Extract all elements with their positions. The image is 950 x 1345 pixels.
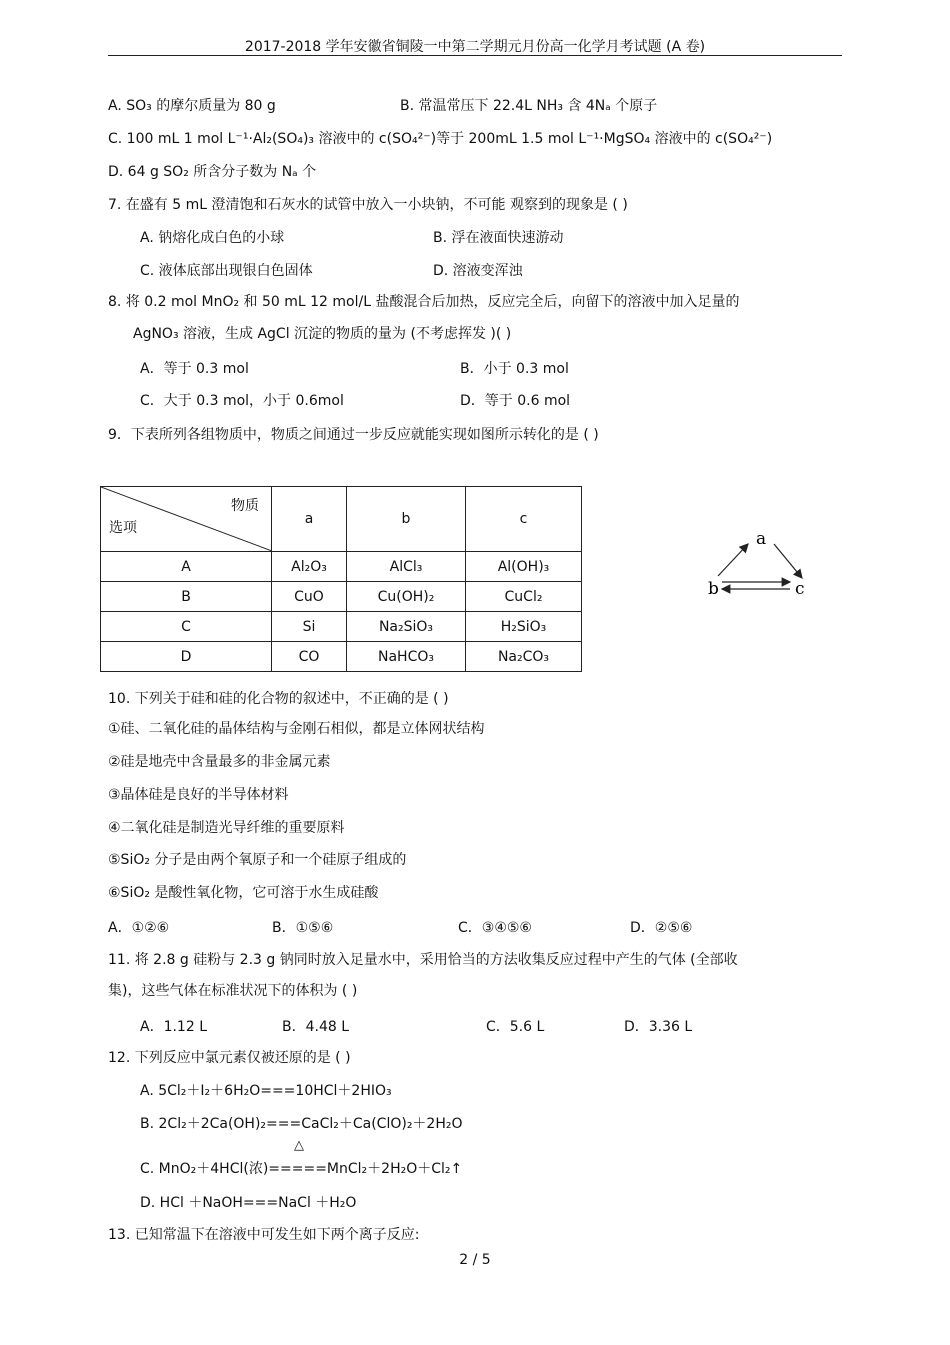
q12-option-c: C. MnO₂＋4HCl(浓)=====MnCl₂＋2H₂O＋Cl₂↑: [140, 1161, 463, 1177]
table-row: [101, 642, 582, 672]
q7-option-b: B. 浮在液面快速游动: [433, 230, 564, 246]
cell-c: H₂SiO₃: [466, 612, 582, 642]
q10-item-5: ⑤SiO₂ 分子是由两个氧原子和一个硅原子组成的: [108, 852, 407, 868]
q8-stem-line1: 8. 将 0.2 mol MnO₂ 和 50 mL 12 mol/L 盐酸混合后加热，反应完全后，向留下的溶液中加入足量的: [108, 294, 740, 310]
q10-item-3: ③晶体硅是良好的半导体材料: [108, 787, 289, 803]
q6-option-c: C. 100 mL 1 mol L⁻¹·Al₂(SO₄)₃ 溶液中的 c(SO₄²⁻)等于 200mL 1.5 mol L⁻¹·MgSO₄ 溶液中的 c(SO₄²⁻): [108, 131, 773, 147]
page-header: 2017-2018 学年安徽省铜陵一中第二学期元月份高一化学月考试题 (A 卷): [244, 39, 706, 55]
q7-option-d: D. 溶液变浑浊: [433, 263, 523, 279]
row-label: A: [101, 552, 272, 582]
cell-b: Cu(OH)₂: [347, 582, 466, 612]
table-row: [101, 552, 582, 582]
q12-option-b: B. 2Cl₂＋2Ca(OH)₂===CaCl₂＋Ca(ClO)₂＋2H₂O: [140, 1116, 463, 1132]
q10-item-1: ①硅、二氧化硅的晶体结构与金刚石相似，都是立体网状结构: [108, 721, 485, 737]
q11-option-d: D．3.36 L: [624, 1019, 693, 1035]
q11-option-a: A．1.12 L: [140, 1019, 207, 1035]
q10-option-b: B．①⑤⑥: [272, 920, 334, 936]
q10-option-c: C．③④⑤⑥: [458, 920, 532, 936]
q10-option-d: D．②⑤⑥: [630, 920, 693, 936]
table-row: [101, 582, 582, 612]
q7-option-a: A. 钠熔化成白色的小球: [140, 230, 285, 246]
q10-item-2: ②硅是地壳中含量最多的非金属元素: [108, 754, 331, 770]
q9-stem: 9．下表所列各组物质中，物质之间通过一步反应就能实现如图所示转化的是 ( ): [108, 427, 599, 443]
q12-option-a: A. 5Cl₂＋I₂＋6H₂O===10HCl＋2HIO₃: [140, 1083, 392, 1099]
q12-stem: 12. 下列反应中氯元素仅被还原的是 ( ): [108, 1050, 351, 1066]
corner-label-substance: 物质: [231, 498, 259, 514]
row-label: C: [101, 612, 272, 642]
q11-stem-line1: 11. 将 2.8 g 硅粉与 2.3 g 钠同时放入足量水中，采用恰当的方法收集反应过程中产生的气体 (全部收: [108, 952, 738, 968]
q10-option-a: A．①②⑥: [108, 920, 170, 936]
row-label: D: [101, 642, 272, 672]
cell-c: Na₂CO₃: [466, 642, 582, 672]
node-c: c: [795, 579, 805, 599]
q13-stem: 13. 已知常温下在溶液中可发生如下两个离子反应:: [108, 1227, 420, 1243]
q9-options-table: [100, 486, 582, 672]
cell-a: CO: [272, 642, 347, 672]
node-b: b: [708, 579, 719, 599]
q7-option-c: C. 液体底部出现银白色固体: [140, 263, 313, 279]
arrow-a-to-c: [774, 544, 802, 578]
q8-option-a: A．等于 0.3 mol: [140, 361, 249, 377]
corner-label-option: 选项: [109, 520, 137, 536]
q10-item-4: ④二氧化硅是制造光导纤维的重要原料: [108, 820, 345, 836]
arrow-b-to-a: [718, 544, 748, 576]
q6-option-b: B. 常温常压下 22.4L NH₃ 含 4Nₐ 个原子: [400, 98, 658, 114]
q10-item-6: ⑥SiO₂ 是酸性氧化物，它可溶于水生成硅酸: [108, 885, 379, 901]
q6-option-a: A. SO₃ 的摩尔质量为 80 g: [108, 98, 276, 114]
cell-b: AlCl₃: [347, 552, 466, 582]
cell-b: NaHCO₃: [347, 642, 466, 672]
node-a: a: [756, 529, 767, 549]
table-row: [101, 612, 582, 642]
q10-stem: 10. 下列关于硅和硅的化合物的叙述中，不正确的是 ( ): [108, 691, 449, 707]
table-corner-cell: [101, 487, 272, 552]
conversion-diagram: [700, 526, 820, 606]
cell-a: Al₂O₃: [272, 552, 347, 582]
q12-option-d: D. HCl ＋NaOH===NaCl ＋H₂O: [140, 1195, 357, 1211]
cell-c: Al(OH)₃: [466, 552, 582, 582]
q11-stem-line2: 集)，这些气体在标准状况下的体积为 ( ): [108, 983, 358, 999]
q11-option-c: C．5.6 L: [486, 1019, 545, 1035]
page-number: 2 / 5: [459, 1252, 491, 1268]
col-header-b: b: [347, 487, 466, 552]
col-header-c: c: [466, 487, 582, 552]
q11-option-b: B．4.48 L: [282, 1019, 350, 1035]
q8-stem-line2: AgNO₃ 溶液，生成 AgCl 沉淀的物质的量为 (不考虑挥发 )( ): [133, 326, 512, 342]
q8-option-b: B．小于 0.3 mol: [460, 361, 569, 377]
cell-c: CuCl₂: [466, 582, 582, 612]
q8-option-d: D．等于 0.6 mol: [460, 393, 571, 409]
cell-a: Si: [272, 612, 347, 642]
col-header-a: a: [272, 487, 347, 552]
cell-a: CuO: [272, 582, 347, 612]
q6-option-d: D. 64 g SO₂ 所含分子数为 Nₐ 个: [108, 164, 317, 180]
cell-b: Na₂SiO₃: [347, 612, 466, 642]
q7-stem: 7. 在盛有 5 mL 澄清饱和石灰水的试管中放入一小块钠，不可能 观察到的现象是 ( ): [108, 197, 628, 213]
heat-symbol: △: [294, 1138, 304, 1153]
header-rule: [108, 55, 842, 56]
row-label: B: [101, 582, 272, 612]
q8-option-c: C．大于 0.3 mol，小于 0.6mol: [140, 393, 344, 409]
